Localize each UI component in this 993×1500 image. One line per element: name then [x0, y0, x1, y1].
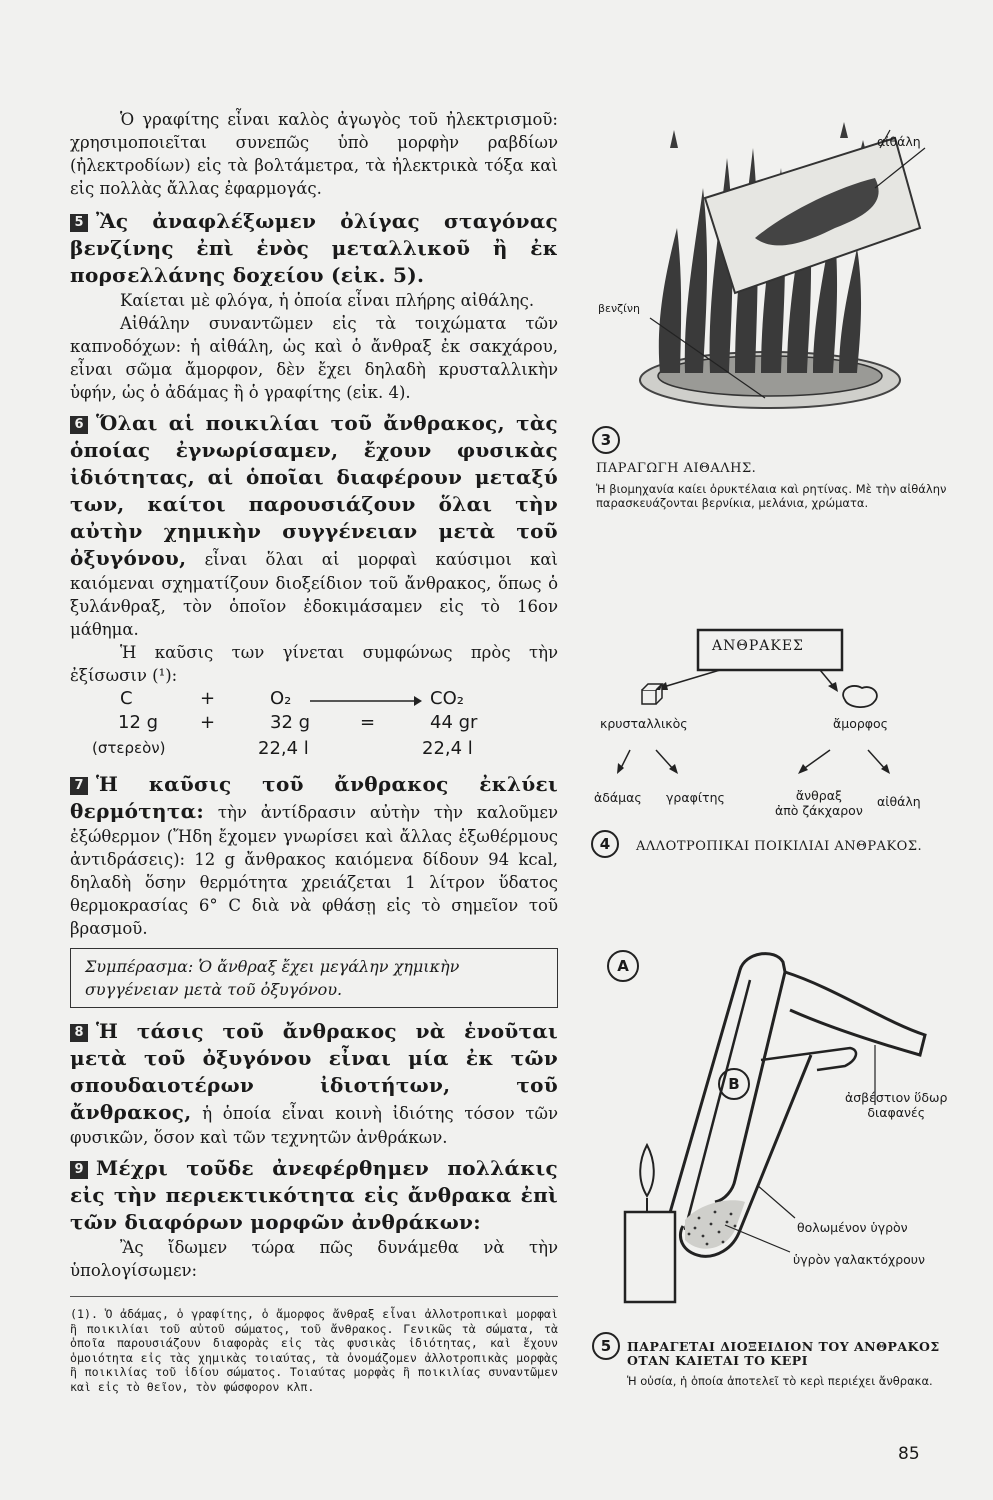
eq-mass-co2: 44 gr	[430, 712, 478, 733]
section-heading: Ὅλαι αἱ ποικιλίαι τοῦ ἄνθρακος, τὰς ὁποίας ἐγνωρίσαμεν, ἔχουν φυσικὰς ἰδιότητας, αἱ ὁποῖαι διαφέρουν μεταξύ των, καίτοι παρουσιάζουν ὅλαι τὴν αὐτὴν χημικὴν συγγένειαν μετὰ τοῦ ὀξυγόνου,	[70, 411, 558, 570]
fig5-number: 5	[592, 1332, 620, 1360]
eq-volume-o2: 22,4 l	[258, 738, 309, 759]
figure-3-illustration	[585, 118, 965, 418]
figure-5-illustration	[585, 940, 965, 1330]
fig4-soot: αἰθάλη	[877, 794, 921, 809]
combustion-equation	[70, 687, 558, 765]
section-8	[70, 1018, 558, 1149]
fig3-label-benzine: βενζίνη	[598, 302, 640, 315]
fig4-sugar-carbon	[775, 788, 863, 818]
fig4-root: ΑΝΘΡΑΚΕΣ	[712, 638, 804, 654]
reaction-arrow	[310, 695, 422, 707]
paragraph: Αἰθάλην συναντῶμεν εἰς τὰ τοιχώματα τῶν καπνοδόχων: ἡ αἰθάλη, ὡς καὶ ὁ ἄνθραξ ἐκ σακχάρου, εἶναι σῶμα ἄμορφον, δὲν ἔχει δηλαδὴ κρυσταλλικὴν ὑφήν, ὡς ὁ ἀδάμας ἢ ὁ γραφίτης (εἰκ. 4).	[70, 314, 558, 402]
eq-carbon: C	[120, 688, 133, 709]
section-heading: Ἡ καῦσις τοῦ ἄνθρακος ἐκλύει θερμότητα:	[70, 772, 558, 823]
section-number: 5	[70, 214, 88, 232]
fig3-caption: Ἡ βιομηχανία καίει ὀρυκτέλαια καὶ ρητίνας. Μὲ τὴν αἰθάλην παρασκευάζονται βερνίκια, μελάνια, χρώματα.	[596, 482, 947, 510]
fig5-label-a: A	[607, 950, 639, 982]
conclusion-box: Συμπέρασμα: Ὁ ἄνθραξ ἔχει μεγάλην χημικὴν συγγένειαν μετὰ τοῦ ὀξυγόνου.	[70, 948, 558, 1008]
eq-equals: =	[360, 712, 376, 733]
section-text: εἶναι ὅλαι αἱ μορφαὶ καύσιμοι καὶ καιόμεναι σχηματίζουν διοξείδιον τοῦ ἄνθρακος, ὅπως ὁ ξυλάνθραξ, τὸν ὁποῖον ἐδοκιμάσαμεν εἰς τὸ 16ον μάθημα.	[70, 550, 558, 639]
fig5-cloudy-liquid: θολωμένον ὑγρὸν	[797, 1220, 908, 1235]
eq-volume-co2: 22,4 l	[422, 738, 473, 759]
fig3-title: ΠΑΡΑΓΩΓΗ ΑΙΘΑΛΗΣ.	[596, 461, 757, 476]
paragraph: Ἡ καῦσις των γίνεται συμφώνως πρὸς τὴν ἐξίσωσιν (¹):	[70, 643, 558, 685]
fig4-number: 4	[591, 830, 619, 858]
fig3-label-soot: αἰθάλη	[877, 134, 921, 149]
section-heading: Ἡ τάσις τοῦ ἄνθρακος νὰ ἑνοῦται μετὰ τοῦ ὀξυγόνου εἶναι μία ἐκ τῶν σπουδαιοτέρων ἰδιοτήτων, τοῦ ἄνθρακος,	[70, 1019, 558, 1124]
eq-solid: (στερεὸν)	[92, 739, 166, 757]
section-number: 6	[70, 416, 88, 434]
eq-oxygen: O₂	[270, 688, 292, 709]
eq-mass-c: 12 g	[118, 712, 159, 733]
page-number: 85	[898, 1444, 920, 1464]
paragraph: Ἂς ἴδωμεν τώρα πῶς δυνάμεθα νὰ τὴν ὑπολογίσωμεν:	[70, 1238, 558, 1280]
section-text: τὴν ἀντίδρασιν αὐτὴν τὴν καλοῦμεν ἐξώθερμον (Ἤδη ἔχομεν γνωρίσει καὶ ἄλλας ἐξωθέρμους ἀντιδράσεις): 12 g ἄνθρακος καιόμενα δίδουν 94 kcal, δηλαδὴ ὅσην θερμότητα χρειάζεται 1 λίτρον ὕδατος θερμοκρασίας 6° C διὰ νὰ φθάσῃ εἰς τὸ σημεῖον τοῦ βρασμοῦ.	[70, 803, 558, 938]
fig4-amorphous: ἄμορφος	[833, 716, 889, 731]
text-column	[70, 108, 558, 1394]
eq-plus: +	[200, 712, 216, 733]
fig3-number: 3	[592, 426, 620, 454]
section-number: 9	[70, 1161, 88, 1179]
section-number: 7	[70, 777, 88, 795]
section-text: ἡ ὁποία εἶναι κοινὴ ἰδιότης τόσον τῶν φυσικῶν, ὅσον καὶ τῶν τεχνητῶν ἀνθράκων.	[70, 1104, 558, 1147]
section-heading: Ἂς ἀναφλέξωμεν ὀλίγας σταγόνας βενζίνης ἐπὶ ἑνὸς μεταλλικοῦ ἢ ἐκ πορσελλάνης δοχείου (εἰκ. 5).	[70, 209, 558, 287]
fig4-crystalline: κρυσταλλικὸς	[600, 716, 688, 731]
fig5-title: ΠΑΡΑΓΕΤΑΙ ΔΙΟΞΕΙΔΙΟΝ ΤΟΥ ΑΝΘΡΑΚΟΣ ΟΤΑΝ ΚΑΙΕΤΑΙ ΤΟ ΚΕΡΙ	[627, 1339, 940, 1368]
eq-co2: CO₂	[430, 688, 464, 709]
section-heading: Μέχρι τοῦδε ἀνεφέρθημεν πολλάκις εἰς τὴν περιεκτικότητα εἰς ἄνθρακα ἐπὶ τῶν διαφόρων μορφῶν ἀνθράκων:	[70, 1156, 558, 1234]
fig4-sugar-line2: ἀπὸ ζάκχαρον	[775, 803, 863, 818]
section-7	[70, 771, 558, 940]
fig5-clear-line2: διαφανές	[867, 1105, 926, 1120]
fig4-sugar-line1: ἄνθραξ	[795, 788, 842, 803]
fig5-clear-line1: ἀσβέστιον ὕδωρ	[845, 1090, 948, 1105]
fig5-milky-liquid: ὑγρὸν γαλακτόχρουν	[793, 1252, 926, 1267]
paragraph: Καίεται μὲ φλόγα, ἡ ὁποία εἶναι πλήρης αἰθάλης.	[120, 291, 535, 310]
fig5-label-b: B	[718, 1068, 750, 1100]
footnote: (1). Ὁ ἀδάμας, ὁ γραφίτης, ὁ ἄμορφος ἄνθραξ εἶναι ἀλλοτροπικαὶ μορφαὶ ἢ ποικιλίαι τοῦ αὐτοῦ σώματος, τοῦ ἄνθρακος. Γενικῶς τὰ σώματα, τὰ ὁποῖα παρουσιάζουν διαφορὰς εἰς τὰς φυσικὰς ἰδιότητας, καὶ ἔχουν ὁμοιότητα εἰς τὰς χημικὰς τοιαύτας, τὰ ὀνομάζομεν ἀλλοτροπικὰς μορφὰς ἢ ποικιλίας τοῦ ἰδίου σώματος. Τοιαύτας μορφὰς ἢ ποικιλίας συναντῶμεν καὶ εἰς τὸ θεῖον, τὸν φώσφορον κλπ.	[70, 1296, 558, 1394]
intro-paragraph: Ὁ γραφίτης εἶναι καλὸς ἀγωγὸς τοῦ ἠλεκτρισμοῦ: χρησιμοποιεῖται συνεπῶς ὑπὸ μορφὴν ραβδίων (ἠλεκτροδίων) εἰς τὰ βολτάμετρα, τὰ ἠλεκτρικὰ τόξα καὶ εἰς πολλὰς ἄλλας ἐφαρμογάς.	[70, 110, 558, 198]
eq-plus: +	[200, 688, 216, 709]
section-9	[70, 1155, 558, 1236]
fig4-graphite: γραφίτης	[666, 790, 725, 805]
fig4-title: ΑΛΛΟΤΡΟΠΙΚΑΙ ΠΟΙΚΙΛΙΑΙ ΑΝΘΡΑΚΟΣ.	[636, 839, 923, 854]
fig5-clear-water	[845, 1090, 947, 1120]
fig5-caption: Ἡ οὐσία, ἡ ὁποία ἀποτελεῖ τὸ κερὶ περιέχει ἄνθρακα.	[627, 1374, 933, 1388]
fig4-diamond: ἀδάμας	[594, 790, 642, 805]
section-5	[70, 208, 558, 289]
eq-mass-o2: 32 g	[270, 712, 311, 733]
section-number: 8	[70, 1024, 88, 1042]
section-6	[70, 410, 558, 641]
